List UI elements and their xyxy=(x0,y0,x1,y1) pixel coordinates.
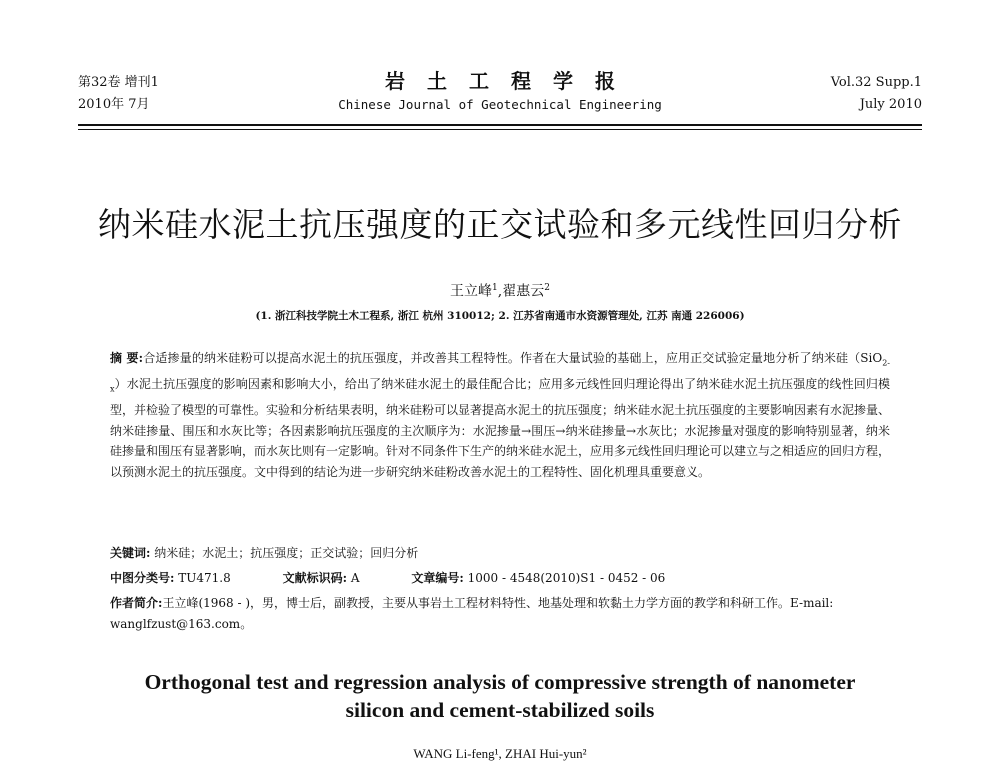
keywords-text: 纳米硅；水泥土；抗压强度；正交试验；回归分析 xyxy=(154,546,419,560)
article-number-value: 1000 - 4548(2010)S1 - 0452 - 06 xyxy=(467,571,666,585)
clc-number xyxy=(110,571,231,585)
volume-en: Vol.32 Supp.1 xyxy=(830,75,922,90)
issue-date: 2010年 7月 xyxy=(78,97,150,112)
clc-label: 中图分类号: xyxy=(110,571,175,585)
classification-line xyxy=(110,568,890,589)
affiliation-mark: 1 xyxy=(492,283,498,293)
affiliation-mark: 2 xyxy=(544,283,550,293)
paper-title-en-line2: silicon and cement-stabilized soils xyxy=(345,698,655,722)
clc-value: TU471.8 xyxy=(178,571,231,585)
author-line-en: WANG Li-feng¹, ZHAI Hui-yun² xyxy=(413,746,587,761)
abstract-text-end: ）水泥土抗压强度的影响因素和影响大小，给出了纳米硅水泥土的最佳配合比；应用多元线性回归理论得出了纳米硅水泥土抗压强度的线性回归模型，并检验了模型的可靠性。实验和分析结果表明，纳米硅粉可以显著提高水泥土的抗压强度；纳米硅水泥土抗压强度的主要影响因素有水泥掺量、纳米硅掺量、围压和水灰比等；各因素影响抗压强度的主次顺序为：水泥掺量→围压→纳米硅掺量→水灰比；水泥掺量对强度的影响特别显著，纳米硅掺量和围压有显著影响，而水灰比则有一定影响。针对不同条件下生产的纳米硅水泥土，应用多元线性回归理论可以建立与之相适应的回归方程，以预测水泥土的抗压强度。文中得到的结论为进一步研究纳米硅粉改善水泥土的工程特性、固化机理具重要意义。 xyxy=(110,376,891,479)
affiliations: (1. 浙江科技学院土木工程系, 浙江 杭州 310012; 2. 江苏省南通市水资源管理处, 江苏 南通 226006) xyxy=(255,310,745,322)
document-code xyxy=(283,571,360,585)
header-rule-thin xyxy=(78,129,922,130)
author-biography-label: 作者简介: xyxy=(110,596,163,610)
formula-subscript: 2-x xyxy=(110,358,891,394)
paper-title-cn: 纳米硅水泥土抗压强度的正交试验和多元线性回归分析 xyxy=(98,205,902,244)
paper-title-en xyxy=(0,668,1000,724)
author-biography-text: 王立峰(1968 - )，男，博士后，副教授，主要从事岩土工程材料特性、地基处理和软黏土力学方面的教学和科研工作。E-mail: wanglfzust@163.com。 xyxy=(110,596,834,631)
abstract-text-start: 合适掺量的纳米硅粉可以提高水泥土的抗压强度，并改善其工程特性。作者在大量试验的基础上，应用正交试验定量地分析了纳米硅（SiO xyxy=(143,351,883,365)
author-line xyxy=(0,278,1000,302)
journal-title xyxy=(78,66,922,114)
abstract-label: 摘 要: xyxy=(110,351,144,365)
header-rule-thick xyxy=(78,124,922,126)
journal-title-en: Chinese Journal of Geotechnical Engineering xyxy=(338,97,662,112)
article-number xyxy=(411,571,665,585)
volume-issue: 第32卷 增刊1 xyxy=(78,75,159,90)
journal-title-cn: 岩土工程学报 xyxy=(385,69,637,93)
author-separator: , xyxy=(497,283,503,300)
document-code-label: 文献标识码: xyxy=(282,571,348,585)
journal-header xyxy=(78,69,922,122)
keywords xyxy=(110,543,890,564)
date-en: July 2010 xyxy=(859,97,922,112)
abstract xyxy=(110,348,890,482)
author-name: 王立峰 xyxy=(450,283,493,300)
document-code-value: A xyxy=(350,571,360,585)
author-name: 翟惠云 xyxy=(502,283,545,300)
article-number-label: 文章编号: xyxy=(411,571,464,585)
volume-info-en xyxy=(831,72,922,116)
author-biography xyxy=(110,593,890,634)
paper-title-en-line1: Orthogonal test and regression analysis of compressive strength of nanometer xyxy=(144,670,856,694)
keywords-label: 关键词: xyxy=(110,546,151,560)
